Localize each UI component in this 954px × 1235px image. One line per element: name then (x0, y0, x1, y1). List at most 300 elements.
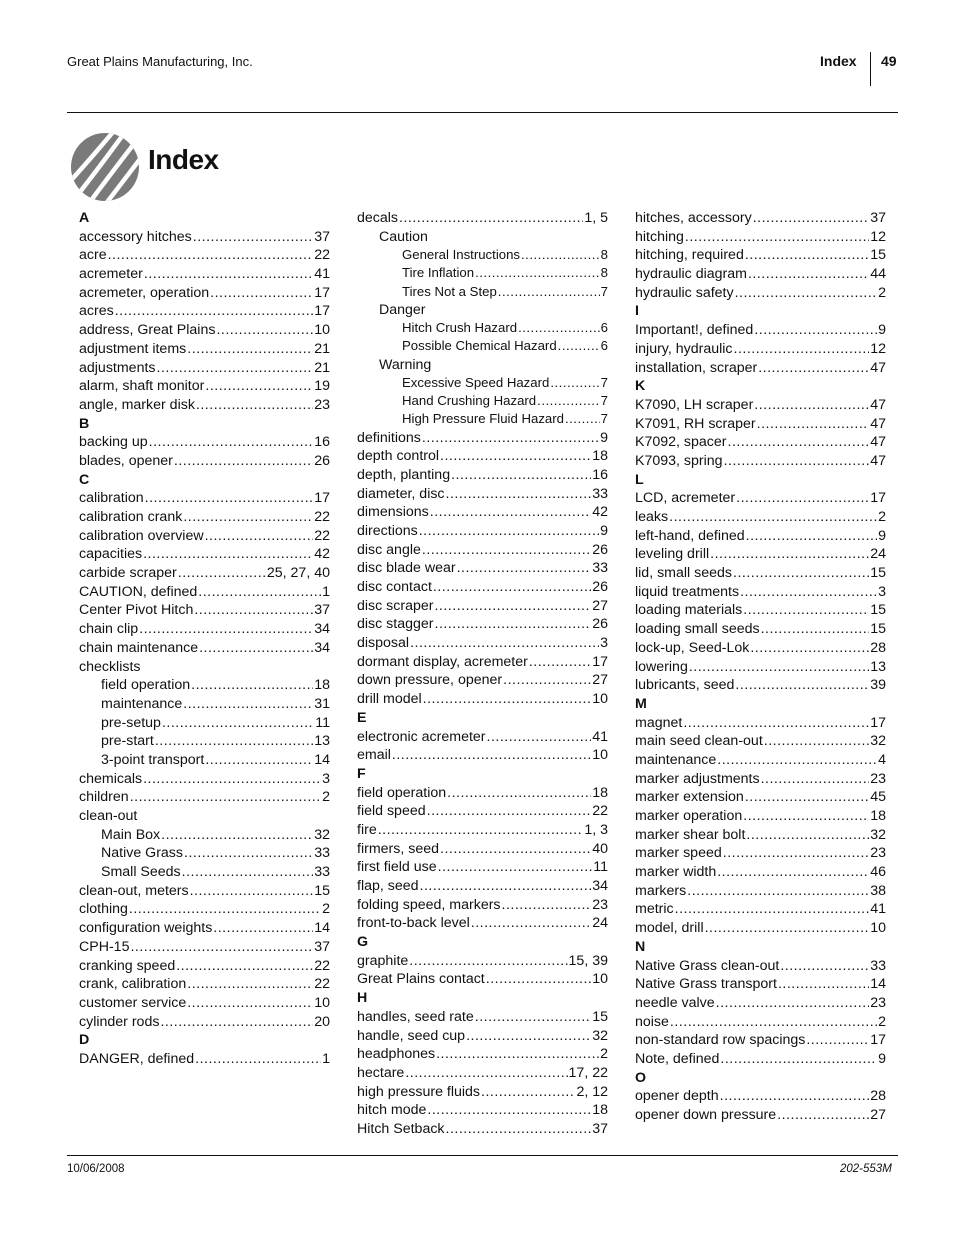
entry-page-ref: 42 (314, 546, 330, 563)
dot-leader (144, 266, 313, 282)
entry-page-ref: 17 (314, 284, 330, 301)
letter-heading-text: E (357, 709, 367, 726)
index-letter-heading (357, 766, 608, 785)
entry-term: DANGER, defined (79, 1050, 195, 1067)
entry-term: headphones (357, 1046, 436, 1063)
entry-page-ref: 23 (592, 896, 608, 913)
index-entry (635, 229, 886, 248)
entry-term: decals (357, 210, 399, 226)
index-entry (635, 453, 886, 472)
entry-term: metric (635, 901, 674, 918)
index-subentry (357, 393, 608, 411)
index-entry (357, 560, 608, 579)
entry-term: noise (635, 1013, 669, 1030)
index-subentry (357, 375, 608, 393)
entry-page-ref: 41 (592, 728, 608, 745)
entry-term: dimensions (357, 504, 429, 521)
index-entry (635, 360, 886, 379)
entry-page-ref: 19 (314, 378, 330, 395)
index-entry (79, 453, 330, 472)
index-entry (635, 677, 886, 696)
entry-page-ref: 20 (314, 1013, 330, 1030)
dot-leader (761, 771, 870, 787)
dot-leader (669, 509, 877, 525)
entry-page-ref: 44 (870, 266, 886, 283)
index-entry (79, 247, 330, 266)
entry-page-ref: 31 (314, 695, 330, 712)
index-entry (357, 747, 608, 766)
index-letter-heading (635, 939, 886, 958)
dot-leader (187, 995, 313, 1011)
dot-leader (198, 584, 321, 600)
dot-leader (675, 901, 870, 917)
entry-page-ref: 33 (314, 845, 330, 862)
entry-page-ref: 25, 27, 40 (266, 565, 330, 582)
entry-term: CPH-15 (79, 938, 130, 955)
entry-page-ref: 26 (592, 579, 608, 595)
entry-term: injury, hydraulic (635, 340, 733, 357)
entry-page-ref: 17 (870, 1032, 886, 1049)
index-entry (635, 509, 886, 528)
entry-page-ref: 7 (600, 283, 608, 299)
dot-leader (558, 338, 600, 353)
index-entry (79, 434, 330, 453)
entry-term: blades, opener (79, 452, 173, 469)
index-entry (79, 808, 330, 827)
index-entry (635, 397, 886, 416)
index-entry (635, 864, 886, 883)
index-entry (79, 621, 330, 640)
index-entry (79, 546, 330, 565)
index-entry (635, 640, 886, 659)
entry-term: hitching (635, 228, 684, 245)
entry-term: Tires Not a Step (402, 283, 497, 299)
entry-page-ref: 1, 3 (584, 821, 608, 838)
index-subentry (357, 284, 608, 302)
entry-page-ref: 3 (878, 583, 886, 600)
dot-leader (757, 416, 870, 432)
dot-leader (157, 360, 314, 376)
entry-page-ref: 7 (600, 375, 608, 391)
entry-term: backing up (79, 434, 148, 451)
entry-page-ref: 1 (322, 583, 330, 600)
index-entry (79, 397, 330, 416)
entry-term: Danger (379, 301, 426, 318)
entry-term: disc scraper (357, 597, 434, 614)
dot-leader (746, 528, 877, 544)
entry-page-ref: 10 (870, 920, 886, 937)
entry-term: lock-up, Seed-Lok (635, 639, 750, 656)
entry-term: lowering (635, 658, 688, 675)
entry-page-ref: 9 (878, 527, 886, 544)
entry-term: disc angle (357, 541, 421, 558)
index-entry (357, 1009, 608, 1028)
entry-term: lubricants, seed (635, 677, 735, 694)
dot-leader (777, 1107, 869, 1123)
entry-page-ref: 32 (870, 826, 886, 843)
dot-leader (196, 397, 313, 413)
entry-page-ref: 17 (592, 653, 608, 670)
entry-page-ref: 2 (600, 1046, 608, 1063)
entry-page-ref: 9 (600, 429, 608, 446)
dot-leader (139, 621, 313, 637)
entry-page-ref: 6 (600, 320, 608, 336)
entry-page-ref: 41 (870, 901, 886, 918)
letter-heading-text: H (357, 990, 368, 1007)
index-entry (79, 920, 330, 939)
dot-leader (475, 265, 600, 280)
index-entry (635, 733, 886, 752)
index-entry (357, 448, 608, 467)
entry-page-ref: 47 (870, 415, 886, 432)
entry-term: directions (357, 522, 418, 539)
entry-term: accessory hitches (79, 228, 192, 245)
entry-term: firmers, seed (357, 840, 439, 857)
index-entry (635, 565, 886, 584)
dot-leader (143, 546, 313, 562)
entry-page-ref: 34 (314, 639, 330, 656)
index-entry (357, 542, 608, 561)
entry-page-ref: 3 (600, 635, 608, 652)
entry-page-ref: 33 (592, 560, 608, 577)
entry-page-ref: 2 (322, 789, 330, 806)
entry-term: Great Plains contact (357, 971, 485, 988)
dot-leader (447, 785, 591, 801)
entry-term: clean-out (79, 808, 138, 824)
index-entry (79, 659, 330, 678)
entry-term: email (357, 747, 391, 764)
index-subentry (79, 677, 330, 696)
dot-leader (430, 504, 591, 520)
entry-term: markers (635, 882, 687, 899)
index-entry (357, 1121, 608, 1140)
entry-page-ref: 7 (600, 393, 608, 409)
dot-leader (743, 602, 869, 618)
entry-page-ref: 2 (878, 284, 886, 301)
dot-leader (130, 789, 321, 805)
entry-page-ref: 18 (592, 448, 608, 465)
dot-leader (733, 565, 869, 581)
dot-leader (419, 523, 599, 539)
entry-page-ref: 17 (314, 303, 330, 320)
index-entry (79, 584, 330, 603)
entry-term: Possible Chemical Hazard (402, 338, 557, 354)
entry-term: Warning (379, 356, 432, 373)
entry-term: Center Pivot Hitch (79, 602, 194, 619)
index-entry (357, 1102, 608, 1121)
dot-leader (689, 659, 869, 675)
dot-leader (193, 229, 313, 245)
entry-term: leveling drill (635, 546, 710, 563)
entry-term: CAUTION, defined (79, 583, 198, 600)
entry-page-ref: 1, 5 (584, 210, 608, 226)
entry-term: Excessive Speed Hazard (402, 375, 550, 391)
index-subentry (79, 827, 330, 846)
entry-page-ref: 40 (592, 840, 608, 857)
entry-term: handle, seed cup (357, 1027, 466, 1044)
index-subentry (357, 357, 608, 376)
dot-leader (537, 393, 600, 408)
dot-leader (451, 467, 591, 483)
entry-term: graphite (357, 952, 409, 969)
entry-term: loading materials (635, 602, 743, 619)
entry-term: calibration crank (79, 509, 183, 525)
dot-leader (145, 490, 314, 506)
entry-term: angle, marker disk (79, 396, 195, 413)
index-entry (635, 920, 886, 939)
entry-term: Native Grass clean-out (635, 957, 780, 974)
index-letter-heading (635, 472, 886, 491)
entry-term: chain clip (79, 621, 139, 638)
entry-page-ref: 12 (870, 340, 886, 357)
entry-page-ref: 23 (870, 845, 886, 862)
index-letter-heading (635, 696, 886, 715)
dot-leader (176, 958, 313, 974)
entry-term: diameter, disc (357, 485, 445, 502)
dot-leader (435, 616, 592, 632)
page-title: Index (148, 144, 219, 175)
entry-page-ref: 14 (870, 976, 886, 993)
entry-term: K7090, LH scraper (635, 396, 754, 413)
dot-leader (746, 827, 869, 843)
dot-leader (129, 901, 321, 917)
entry-term: Hitch Crush Hazard (402, 320, 518, 336)
entry-page-ref: 15 (870, 621, 886, 638)
index-entry (79, 1051, 330, 1070)
entry-page-ref: 3 (322, 770, 330, 787)
entry-term: field speed (357, 803, 426, 820)
dot-leader (174, 453, 313, 469)
dot-leader (155, 733, 313, 749)
entry-term: customer service (79, 994, 187, 1011)
entry-page-ref: 26 (592, 616, 608, 633)
dot-leader (392, 747, 591, 763)
dot-leader (422, 430, 599, 446)
entry-page-ref: 16 (592, 466, 608, 483)
dot-leader (716, 995, 870, 1011)
entry-term: children (79, 789, 129, 806)
page-number: 49 (881, 53, 897, 69)
letter-heading-text: F (357, 765, 366, 782)
entry-term: field operation (357, 784, 447, 801)
entry-term: crank, calibration (79, 976, 187, 993)
dot-leader (149, 434, 314, 450)
index-entry (79, 565, 330, 584)
entry-term: K7093, spring (635, 452, 723, 469)
dot-leader (685, 229, 869, 245)
dot-leader (687, 883, 869, 899)
dot-leader (205, 752, 313, 768)
entry-page-ref: 38 (870, 882, 886, 899)
index-entry (357, 467, 608, 486)
index-entry (635, 901, 886, 920)
entry-page-ref: 32 (870, 733, 886, 750)
entry-page-ref: 12 (870, 228, 886, 245)
entry-term: disc contact (357, 579, 432, 595)
entry-page-ref: 10 (592, 691, 608, 708)
entry-term: maintenance (635, 751, 717, 768)
index-entry (357, 953, 608, 972)
index-entry (79, 771, 330, 790)
index-entry (357, 897, 608, 916)
entry-page-ref: 17 (870, 714, 886, 731)
letter-heading-text: M (635, 695, 647, 712)
header-company: Great Plains Manufacturing, Inc. (67, 54, 253, 69)
dot-leader (183, 696, 313, 712)
dot-leader (723, 845, 869, 861)
entry-term: carbide scraper (79, 565, 177, 582)
index-subentry (79, 752, 330, 771)
entry-page-ref: 13 (870, 658, 886, 675)
entry-page-ref: 15 (592, 1008, 608, 1025)
dot-leader (427, 803, 592, 819)
entry-term: needle valve (635, 994, 715, 1011)
dot-leader (778, 976, 869, 992)
index-entry (635, 285, 886, 304)
index-entry (79, 901, 330, 920)
entry-page-ref: 32 (592, 1027, 608, 1044)
entry-term: loading small seeds (635, 621, 760, 638)
entry-term: marker width (635, 864, 717, 881)
index-entry (79, 378, 330, 397)
letter-heading-text: K (635, 378, 646, 395)
entry-term: marker adjustments (635, 770, 760, 787)
entry-page-ref: 34 (592, 878, 608, 894)
entry-term: alarm, shaft monitor (79, 378, 205, 395)
index-entry (357, 672, 608, 691)
dot-leader (216, 322, 313, 338)
entry-page-ref: 27 (870, 1107, 886, 1123)
index-entry (357, 878, 608, 897)
index-entry (79, 958, 330, 977)
index-entry (357, 822, 608, 841)
index-entry (357, 486, 608, 505)
dot-leader (670, 1014, 877, 1030)
entry-page-ref: 11 (315, 714, 330, 731)
dot-leader (720, 1051, 877, 1067)
entry-page-ref: 22 (314, 976, 330, 993)
entry-page-ref: 23 (870, 994, 886, 1011)
index-entry (635, 883, 886, 902)
dot-leader (502, 897, 592, 913)
entry-page-ref: 9 (600, 522, 608, 539)
index-entry (635, 1088, 886, 1107)
entry-page-ref: 17 (870, 490, 886, 507)
index-entry (357, 579, 608, 598)
index-entry (357, 523, 608, 542)
dot-leader (754, 322, 877, 338)
entry-term: General Instructions (402, 247, 521, 263)
entry-term: Native Grass transport (635, 976, 777, 993)
dot-leader (210, 285, 313, 301)
entry-page-ref: 46 (870, 864, 886, 881)
footer-document-number: 202-553M (840, 1163, 892, 1175)
entry-term: Tire Inflation (402, 265, 475, 281)
entry-term: chain maintenance (79, 639, 199, 656)
entry-page-ref: 6 (600, 338, 608, 354)
index-entry (79, 266, 330, 285)
dot-leader (115, 303, 314, 319)
entry-term: liquid treatments (635, 583, 740, 600)
entry-term: magnet (635, 714, 683, 731)
dot-leader (409, 953, 567, 969)
entry-page-ref: 2 (322, 901, 330, 918)
entry-page-ref: 39 (870, 677, 886, 694)
dot-leader (438, 859, 593, 875)
entry-term: field operation (101, 677, 191, 694)
index-subentry (79, 715, 330, 734)
index-subentry (79, 845, 330, 864)
entry-page-ref: 21 (314, 340, 330, 357)
index-entry (357, 803, 608, 822)
dot-leader (740, 584, 877, 600)
dot-leader (108, 247, 314, 263)
entry-term: electronic acremeter (357, 728, 486, 745)
letter-heading-text: D (79, 1032, 90, 1049)
dot-leader (130, 939, 313, 955)
dot-leader (433, 579, 591, 595)
index-entry (635, 659, 886, 678)
index-entry (635, 715, 886, 734)
entry-page-ref: 21 (314, 359, 330, 376)
index-entry (635, 845, 886, 864)
entry-term: chemicals (79, 770, 143, 787)
dot-leader (518, 320, 600, 335)
letter-heading-text: L (635, 471, 644, 488)
index-entry (357, 430, 608, 449)
index-entry (635, 528, 886, 547)
entry-page-ref: 10 (592, 747, 608, 764)
entry-term: Main Box (101, 826, 161, 843)
entry-page-ref: 23 (870, 770, 886, 787)
entry-term: Note, defined (635, 1050, 720, 1067)
index-entry (357, 1065, 608, 1084)
dot-leader (486, 971, 591, 987)
entry-page-ref: 15 (870, 565, 886, 582)
entry-page-ref: 47 (870, 359, 886, 376)
entry-term: High Pressure Fluid Hazard (402, 411, 564, 427)
entry-term: lid, small seeds (635, 565, 732, 582)
dot-leader (743, 808, 869, 824)
dot-leader (498, 284, 600, 299)
index-entry (79, 789, 330, 808)
index-entry (635, 584, 886, 603)
entry-term: first field use (357, 859, 437, 876)
entry-term: front-to-back level (357, 915, 470, 932)
entry-term: clean-out, meters (79, 882, 189, 899)
entry-term: Hand Crushing Hazard (402, 393, 537, 409)
index-entry (79, 602, 330, 621)
entry-term: calibration overview (79, 527, 204, 544)
dot-leader (717, 752, 877, 768)
entry-term: disposal (357, 635, 410, 652)
letter-heading-text: N (635, 938, 646, 955)
dot-leader (410, 635, 599, 651)
entry-term: non-standard row spacings (635, 1032, 806, 1049)
dot-leader (705, 920, 870, 936)
index-letter-heading (635, 1070, 886, 1089)
entry-term: hitches, accessory (635, 210, 752, 226)
dot-leader (191, 677, 313, 693)
entry-term: flap, seed (357, 878, 419, 894)
entry-page-ref: 41 (314, 266, 330, 283)
index-entry (635, 976, 886, 995)
letter-heading-text: B (79, 415, 90, 432)
entry-term: marker speed (635, 845, 722, 862)
index-entry (357, 691, 608, 710)
entry-term: K7091, RH scraper (635, 415, 756, 432)
entry-term: drill model (357, 691, 422, 708)
